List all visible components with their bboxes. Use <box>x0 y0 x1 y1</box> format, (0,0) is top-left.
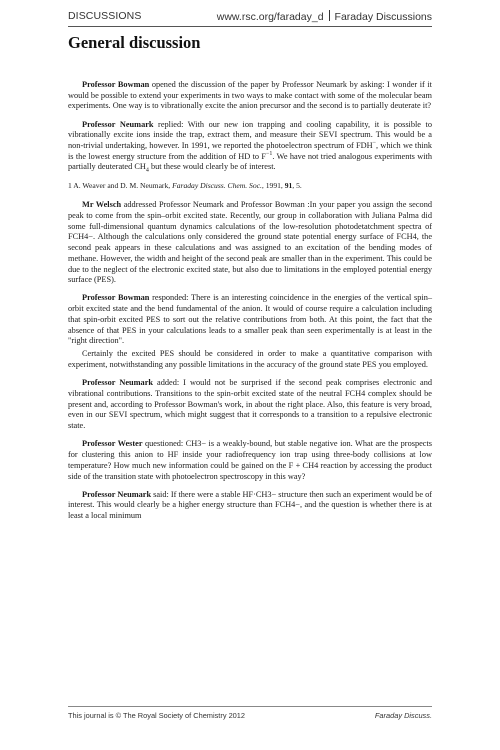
header-rule <box>68 26 432 27</box>
journal-footer-name: Faraday Discuss. <box>374 711 432 720</box>
paragraph-text: said: If there were a stable HF·CH3− structure then such an experiment would be of interest. This would clearly be a higher energy structure than FCH4−, and the question is whether there is at least a local minimum <box>68 489 432 521</box>
copyright-notice: This journal is © The Royal Society of Chemistry 2012 <box>68 711 246 720</box>
paragraph-text: questioned: CH3− is a weakly-bound, but stable negative ion. What are the prospects for clustering this anion to HF inside your radiofrequency ion trap using three-body collisions at low temperature? How much new information could be gained on the F + CH4 reaction by accessing the product side of the transition state with photoelectron spectroscopy in this way? <box>68 439 432 481</box>
running-header <box>68 10 432 25</box>
speaker-name: Professor Neumark <box>82 119 154 129</box>
paragraph-text: responded: There is an interesting coincidence in the energies of the vertical spin–orbit excited state and the bend fundamental of the anion. It would of course require a calculation including that spin-orbit excited PES to sort out the relative contributions from both. At this point, the fact that the absence of that PES in your calculations leads to a smaller peak than seen experimentally is at least in the "right direction". <box>68 293 432 346</box>
speaker-name: Mr Welsch <box>82 200 122 210</box>
page-footer <box>68 711 432 723</box>
discussion-body <box>68 80 432 529</box>
footnote-marker[interactable]: 1 <box>269 150 273 157</box>
paragraph-text: addressed Professor Neumark and Professor Bowman :In your paper you assign the second peak to come from the spin–orbit excited state. Recently, our group in collaboration with Juliana Palma did some full-dimensional quantum dynamics calculations of the low-resolution photodetatchment spectra of FCH4−. Although the calculations only considered the ground state potential energy surface of FCH4, the second peak appears in these calculations and was assigned to an excitation of the bending modes of methane. However, the width and height of the second peak are smaller than in the experiment. This could be due to the neglect of the electronic excited state, but also due to limitations in the employed potential energy surface (PES). <box>68 200 432 285</box>
paragraph-text: opened the discussion of the paper by Professor Neumark by asking: I wonder if it would be possible to extend your experiments in two ways to make contact with some of the molecular beam experiments. One way is to vibrationally excite the anion precursor and the second is to partially deuterate it? <box>68 80 432 111</box>
journal-name: Faraday Discussions <box>334 11 432 23</box>
reference-1: 1 A. Weaver and D. M. Neumark, Faraday Discuss. Chem. Soc., 1991, 91, 5. <box>68 180 302 190</box>
paragraph-bowman-2 <box>68 293 432 347</box>
paragraph-bowman-1 <box>68 80 432 112</box>
journal-url-link[interactable]: www.rsc.org/faraday_d <box>216 11 324 23</box>
speaker-name: Professor Neumark <box>82 489 152 499</box>
paragraph-text: added: I would not be surprised if the second peak comprises electronic and vibrational contributions. Transitions to the spin-orbit excited state of the neutral FCH4 complex should be present and, according to Professor Bowman's work, in about the right place. Also, this feature is very broad, even in our SEVI spectrum, which might suggest that it corresponds to a transition to a repulsive electronic state. <box>68 378 433 431</box>
paragraph-neumark-2 <box>68 378 432 432</box>
speaker-name: Professor Bowman <box>82 80 150 89</box>
paragraph-wester <box>68 439 432 482</box>
paragraph-welsch <box>68 200 432 286</box>
header-divider <box>329 10 330 21</box>
page-title: General discussion <box>68 33 201 52</box>
speaker-name: Professor Wester <box>82 439 143 449</box>
paragraph-neumark-3 <box>68 490 432 522</box>
speaker-name: Professor Neumark <box>82 378 154 388</box>
paragraph-bowman-2-cont: Certainly the excited PES should be considered in order to make a quantitative comparison with experiment, notwithstanding any possible limitations in the accuracy of the ground state PES you employed. <box>68 349 432 370</box>
header-right <box>217 10 432 23</box>
speaker-name: Professor Bowman <box>82 293 150 303</box>
footer-rule <box>68 706 432 707</box>
section-label: DISCUSSIONS <box>68 10 142 22</box>
paragraph-neumark-1: Professor Neumark replied: With our new ion trapping and cooling capability, it is possible to vibrationally excite ions inside the trap, extract them, and measure their SEVI spectrum. This would be a non-trivial undertaking, however. In 1991, we reported the photoelectron spectrum of FDH−, which we think is the lowest energy structure from the addition of HD to $F^{-1}$. We have not tried analogous experiments with partially deuterated $CH_4$ but these would clearly be of interest. <box>68 119 432 175</box>
